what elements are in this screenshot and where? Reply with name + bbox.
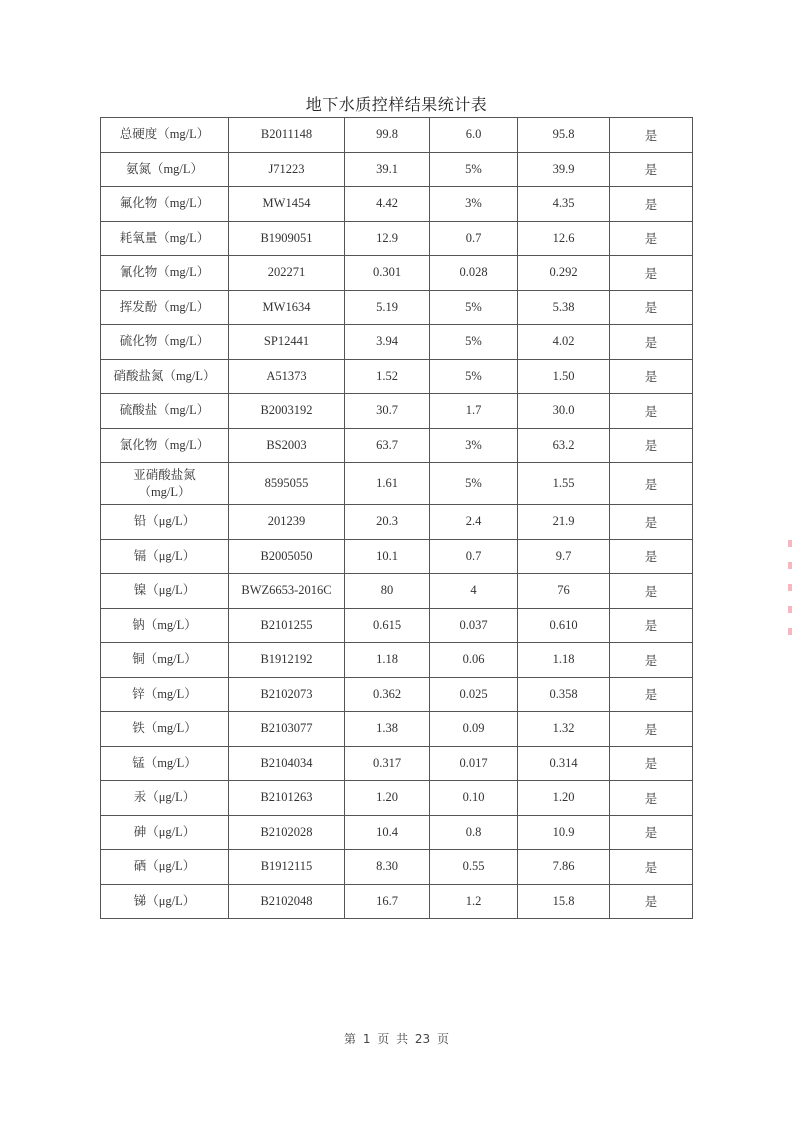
item-name: 汞（μg/L）	[133, 790, 196, 805]
standard-value-cell: 10.4	[345, 815, 430, 850]
table-row	[101, 394, 693, 429]
measured-value-cell: 15.8	[518, 884, 610, 919]
uncertainty-cell: 3%	[430, 428, 518, 463]
item-name: 硒（μg/L）	[133, 859, 196, 874]
item-cell	[101, 428, 229, 463]
sample-id-cell: 8595055	[229, 463, 345, 505]
qualified-cell: 是	[610, 325, 693, 360]
item-name: 氯化物（mg/L）	[119, 437, 210, 452]
item-cell	[101, 539, 229, 574]
standard-value-cell: 8.30	[345, 850, 430, 885]
uncertainty-cell: 5%	[430, 463, 518, 505]
standard-value-cell: 1.61	[345, 463, 430, 505]
measured-value-cell: 1.18	[518, 643, 610, 678]
sample-id-cell: B2102073	[229, 677, 345, 712]
item-name: 硫化物（mg/L）	[119, 334, 210, 349]
table-row	[101, 325, 693, 360]
sample-id-cell: B2011148	[229, 118, 345, 153]
qualified-cell: 是	[610, 359, 693, 394]
table-row	[101, 746, 693, 781]
uncertainty-cell: 0.10	[430, 781, 518, 816]
item-cell	[101, 463, 229, 505]
standard-value-cell: 99.8	[345, 118, 430, 153]
table-row	[101, 677, 693, 712]
table-row	[101, 815, 693, 850]
qualified-cell: 是	[610, 428, 693, 463]
qualified-cell: 是	[610, 290, 693, 325]
sample-id-cell: B2005050	[229, 539, 345, 574]
item-name: 锌（mg/L）	[132, 686, 197, 701]
uncertainty-cell: 4	[430, 574, 518, 609]
item-cell	[101, 152, 229, 187]
standard-value-cell: 80	[345, 574, 430, 609]
uncertainty-cell: 0.55	[430, 850, 518, 885]
standard-value-cell: 1.38	[345, 712, 430, 747]
measured-value-cell: 1.50	[518, 359, 610, 394]
qualified-cell: 是	[610, 643, 693, 678]
table-row	[101, 256, 693, 291]
sample-id-cell: 202271	[229, 256, 345, 291]
uncertainty-cell: 3%	[430, 187, 518, 222]
sample-id-cell: B2101255	[229, 608, 345, 643]
measured-value-cell: 1.55	[518, 463, 610, 505]
measured-value-cell: 10.9	[518, 815, 610, 850]
qualified-cell: 是	[610, 394, 693, 429]
table-row	[101, 574, 693, 609]
qualified-cell: 是	[610, 781, 693, 816]
sample-id-cell: B2104034	[229, 746, 345, 781]
item-cell	[101, 608, 229, 643]
qualified-cell: 是	[610, 850, 693, 885]
standard-value-cell: 30.7	[345, 394, 430, 429]
item-cell	[101, 781, 229, 816]
qualified-cell: 是	[610, 884, 693, 919]
measured-value-cell: 7.86	[518, 850, 610, 885]
uncertainty-cell: 0.025	[430, 677, 518, 712]
table-row	[101, 850, 693, 885]
item-name: 铜（mg/L）	[132, 652, 197, 667]
uncertainty-cell: 0.06	[430, 643, 518, 678]
table-row	[101, 118, 693, 153]
table-row	[101, 152, 693, 187]
uncertainty-cell: 0.8	[430, 815, 518, 850]
sample-id-cell: B1912192	[229, 643, 345, 678]
page-number-footer: 第 1 页 共 23 页	[344, 1032, 449, 1046]
table-row	[101, 359, 693, 394]
item-name: 氟化物（mg/L）	[119, 196, 210, 211]
sample-id-cell: J71223	[229, 152, 345, 187]
measured-value-cell: 76	[518, 574, 610, 609]
item-cell	[101, 505, 229, 540]
qualified-cell: 是	[610, 152, 693, 187]
table-row	[101, 428, 693, 463]
item-name: 镉（μg/L）	[133, 548, 196, 563]
standard-value-cell: 0.301	[345, 256, 430, 291]
item-cell	[101, 677, 229, 712]
table-body	[101, 118, 693, 919]
standard-value-cell: 1.52	[345, 359, 430, 394]
uncertainty-cell: 5%	[430, 325, 518, 360]
measured-value-cell: 4.35	[518, 187, 610, 222]
standard-value-cell: 1.20	[345, 781, 430, 816]
standard-value-cell: 0.362	[345, 677, 430, 712]
measured-value-cell: 1.32	[518, 712, 610, 747]
uncertainty-cell: 5%	[430, 290, 518, 325]
uncertainty-cell: 0.7	[430, 221, 518, 256]
sample-id-cell: MW1634	[229, 290, 345, 325]
qualified-cell: 是	[610, 118, 693, 153]
item-cell	[101, 221, 229, 256]
uncertainty-cell: 2.4	[430, 505, 518, 540]
qualified-cell: 是	[610, 712, 693, 747]
standard-value-cell: 39.1	[345, 152, 430, 187]
item-cell	[101, 325, 229, 360]
item-unit: （mg/L）	[138, 484, 191, 499]
table-row	[101, 505, 693, 540]
item-cell	[101, 574, 229, 609]
standard-value-cell: 63.7	[345, 428, 430, 463]
measured-value-cell: 9.7	[518, 539, 610, 574]
item-cell	[101, 394, 229, 429]
measured-value-cell: 4.02	[518, 325, 610, 360]
item-cell	[101, 359, 229, 394]
qualified-cell: 是	[610, 463, 693, 505]
qc-results-table	[100, 117, 693, 919]
table-row	[101, 539, 693, 574]
table-row	[101, 463, 693, 505]
measured-value-cell: 12.6	[518, 221, 610, 256]
item-cell	[101, 187, 229, 222]
item-cell	[101, 256, 229, 291]
table-row	[101, 608, 693, 643]
measured-value-cell: 39.9	[518, 152, 610, 187]
table-row	[101, 712, 693, 747]
uncertainty-cell: 5%	[430, 359, 518, 394]
table-row	[101, 643, 693, 678]
standard-value-cell: 10.1	[345, 539, 430, 574]
measured-value-cell: 30.0	[518, 394, 610, 429]
measured-value-cell: 0.292	[518, 256, 610, 291]
uncertainty-cell: 0.09	[430, 712, 518, 747]
uncertainty-cell: 0.028	[430, 256, 518, 291]
standard-value-cell: 1.18	[345, 643, 430, 678]
item-name: 挥发酚（mg/L）	[119, 299, 210, 314]
standard-value-cell: 0.615	[345, 608, 430, 643]
item-name: 铁（mg/L）	[132, 721, 197, 736]
uncertainty-cell: 1.7	[430, 394, 518, 429]
qualified-cell: 是	[610, 539, 693, 574]
item-cell	[101, 850, 229, 885]
sample-id-cell: 201239	[229, 505, 345, 540]
table-row	[101, 221, 693, 256]
sample-id-cell: B2102028	[229, 815, 345, 850]
table-row	[101, 781, 693, 816]
item-cell	[101, 712, 229, 747]
qualified-cell: 是	[610, 746, 693, 781]
qualified-cell: 是	[610, 677, 693, 712]
qualified-cell: 是	[610, 574, 693, 609]
measured-value-cell: 0.610	[518, 608, 610, 643]
item-name: 铅（μg/L）	[133, 514, 196, 529]
measured-value-cell: 21.9	[518, 505, 610, 540]
sample-id-cell: B1909051	[229, 221, 345, 256]
measured-value-cell: 1.20	[518, 781, 610, 816]
measured-value-cell: 95.8	[518, 118, 610, 153]
item-name: 镍（μg/L）	[133, 583, 196, 598]
item-name: 耗氧量（mg/L）	[119, 230, 210, 245]
uncertainty-cell: 0.037	[430, 608, 518, 643]
standard-value-cell: 16.7	[345, 884, 430, 919]
measured-value-cell: 63.2	[518, 428, 610, 463]
document-title: 地下水质控样结果统计表	[305, 95, 488, 114]
sample-id-cell: B2003192	[229, 394, 345, 429]
item-cell	[101, 746, 229, 781]
qualified-cell: 是	[610, 221, 693, 256]
item-name: 锰（mg/L）	[132, 755, 197, 770]
item-name: 砷（μg/L）	[133, 824, 196, 839]
sample-id-cell: BS2003	[229, 428, 345, 463]
item-name: 钠（mg/L）	[132, 617, 197, 632]
item-cell	[101, 290, 229, 325]
sample-id-cell: B2103077	[229, 712, 345, 747]
item-name: 亚硝酸盐氮	[133, 467, 196, 482]
qualified-cell: 是	[610, 187, 693, 222]
item-name: 硝酸盐氮（mg/L）	[113, 368, 216, 383]
item-cell	[101, 884, 229, 919]
seal-stamp-fragment	[785, 540, 793, 650]
table-row	[101, 290, 693, 325]
standard-value-cell: 4.42	[345, 187, 430, 222]
sample-id-cell: B2101263	[229, 781, 345, 816]
uncertainty-cell: 0.017	[430, 746, 518, 781]
uncertainty-cell: 5%	[430, 152, 518, 187]
standard-value-cell: 5.19	[345, 290, 430, 325]
item-name: 氨氮（mg/L）	[125, 161, 204, 176]
sample-id-cell: BWZ6653-2016C	[229, 574, 345, 609]
item-name: 锑（μg/L）	[133, 893, 196, 908]
sample-id-cell: MW1454	[229, 187, 345, 222]
standard-value-cell: 20.3	[345, 505, 430, 540]
item-cell	[101, 118, 229, 153]
measured-value-cell: 5.38	[518, 290, 610, 325]
qualified-cell: 是	[610, 256, 693, 291]
item-name: 硫酸盐（mg/L）	[119, 403, 210, 418]
standard-value-cell: 12.9	[345, 221, 430, 256]
standard-value-cell: 3.94	[345, 325, 430, 360]
item-name: 氰化物（mg/L）	[119, 265, 210, 280]
sample-id-cell: B1912115	[229, 850, 345, 885]
uncertainty-cell: 6.0	[430, 118, 518, 153]
qualified-cell: 是	[610, 815, 693, 850]
table-row	[101, 187, 693, 222]
measured-value-cell: 0.314	[518, 746, 610, 781]
item-cell	[101, 643, 229, 678]
sample-id-cell: A51373	[229, 359, 345, 394]
qualified-cell: 是	[610, 505, 693, 540]
sample-id-cell: SP12441	[229, 325, 345, 360]
standard-value-cell: 0.317	[345, 746, 430, 781]
table-row	[101, 884, 693, 919]
item-name: 总硬度（mg/L）	[119, 127, 210, 142]
uncertainty-cell: 1.2	[430, 884, 518, 919]
measured-value-cell: 0.358	[518, 677, 610, 712]
qualified-cell: 是	[610, 608, 693, 643]
uncertainty-cell: 0.7	[430, 539, 518, 574]
sample-id-cell: B2102048	[229, 884, 345, 919]
item-cell	[101, 815, 229, 850]
